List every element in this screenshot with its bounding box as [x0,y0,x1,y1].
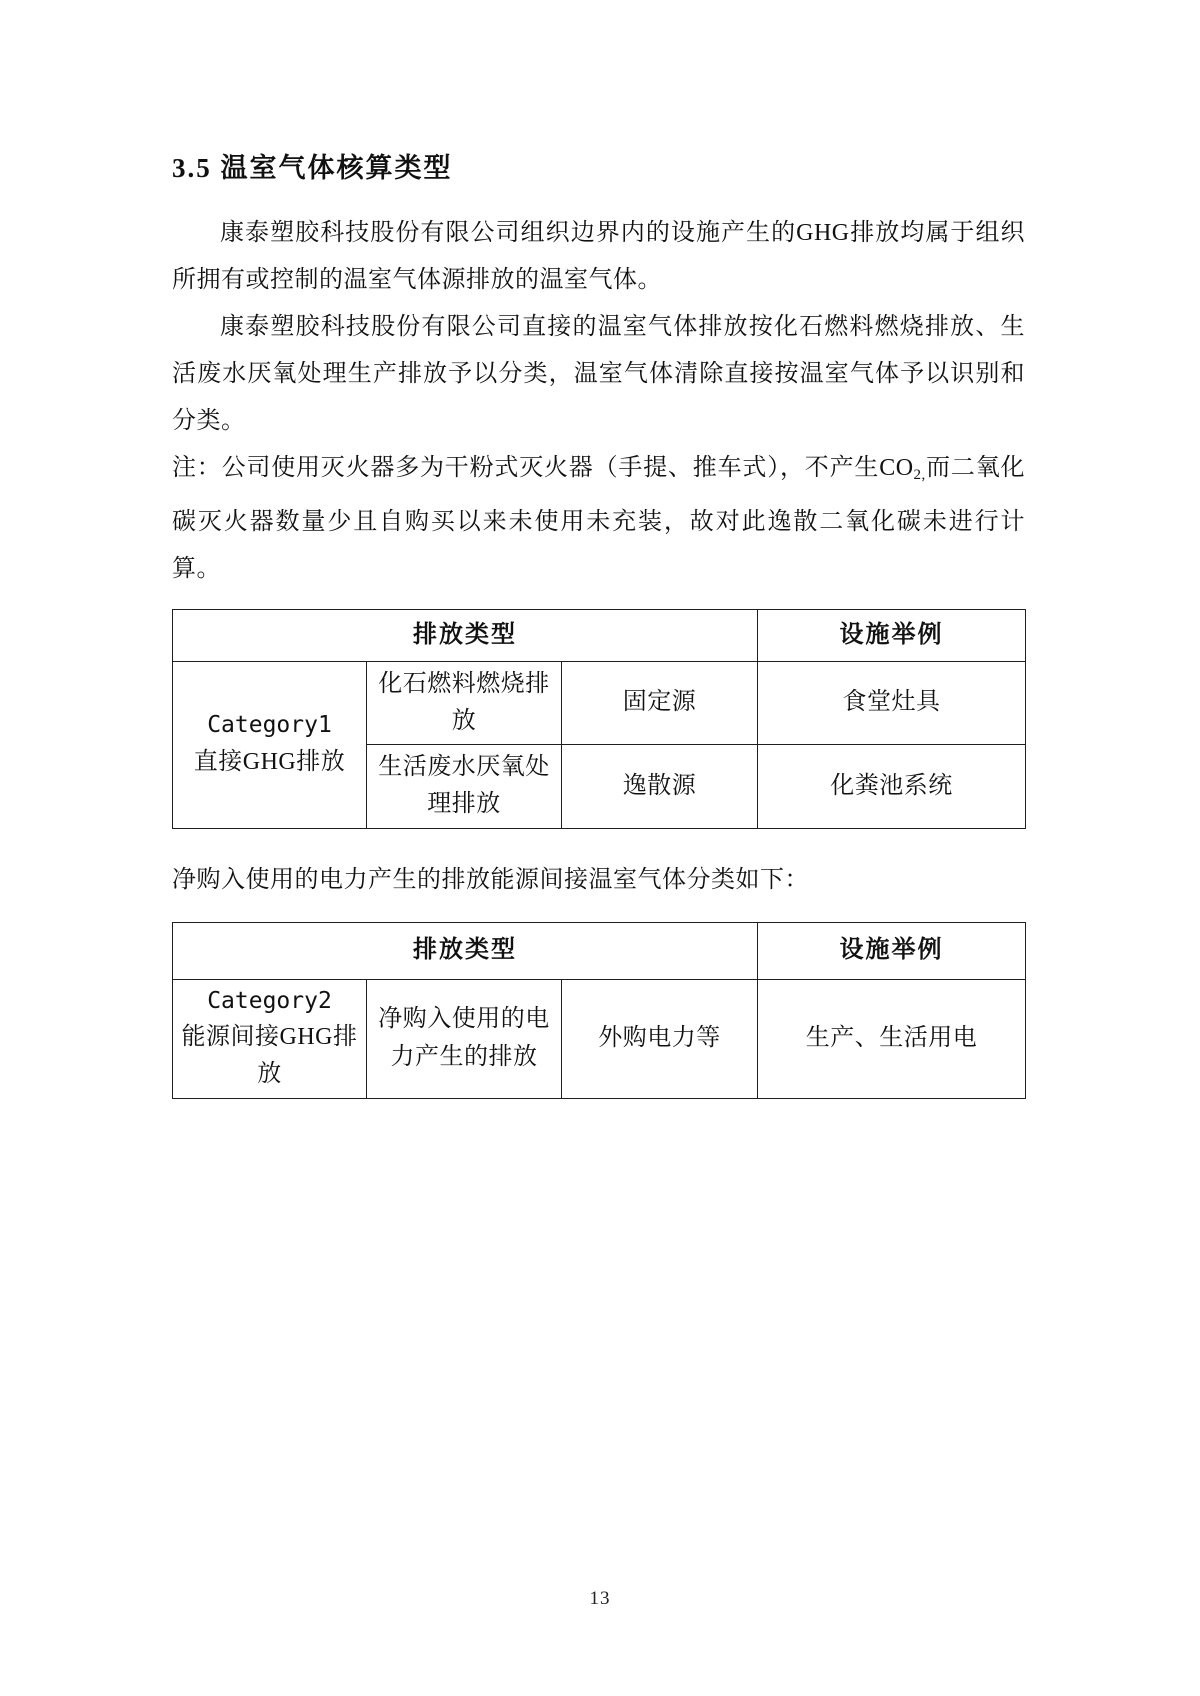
table-header-row [173,609,1026,661]
table1-category-label: Category1 [207,712,332,739]
table1-example-cell: 化粪池系统 [758,745,1026,828]
table2-category-cell [173,979,367,1098]
co2-subscript: 2, [913,466,926,483]
table-row [173,661,1026,744]
indirect-emissions-table [172,922,1026,1099]
note-paragraph [172,445,1025,593]
page-title: 3.5 温室气体核算类型 [172,153,453,183]
table1-header-emission-type: 排放类型 [173,609,758,661]
table2-category-label: Category2 [207,987,332,1014]
table-row [173,979,1026,1098]
table1-source-cell: 逸散源 [562,745,758,828]
paragraph-direct-emission-classification: 康泰塑胶科技股份有限公司直接的温室气体排放按化石燃料燃烧排放、生活废水厌氧处理生产排放予以分类，温室气体清除直接按温室气体予以识别和分类。 [172,313,1025,434]
page-number: 13 [589,1588,611,1609]
table1-category-cell [173,661,367,828]
paragraph-ghg-boundary: 康泰塑胶科技股份有限公司组织边界内的设施产生的GHG排放均属于组织所拥有或控制的温室气体源排放的温室气体。 [172,219,1025,293]
table2-example-cell: 生产、生活用电 [758,979,1026,1098]
table1-subtype-cell: 化石燃料燃烧排放 [367,661,562,744]
intro-paragraph-indirect-emissions: 净购入使用的电力产生的排放能源间接温室气体分类如下： [172,866,809,893]
table1-header-facility-example: 设施举例 [758,609,1026,661]
note-text-post: 而二氧化碳灭火器数量少且自购买以来未使用未充装，故对此逸散二氧化碳未进行计算。 [172,454,1025,582]
table1-subtype-cell: 生活废水厌氧处理排放 [367,745,562,828]
table2-source-cell: 外购电力等 [562,979,758,1098]
table2-category-desc: 能源间接GHG排放 [181,1024,358,1088]
table1-source-cell: 固定源 [562,661,758,744]
table2-header-emission-type: 排放类型 [173,922,758,979]
table1-category-desc: 直接GHG排放 [193,748,346,775]
table2-header-facility-example: 设施举例 [758,922,1026,979]
table1-example-cell: 食堂灶具 [758,661,1026,744]
table-header-row [173,922,1026,979]
table2-subtype-cell: 净购入使用的电力产生的排放 [367,979,562,1098]
direct-emissions-table [172,609,1026,829]
note-text-pre: 注：公司使用灭火器多为干粉式灭火器（手提、推车式），不产生CO [172,454,914,481]
page-content [172,152,1025,1099]
